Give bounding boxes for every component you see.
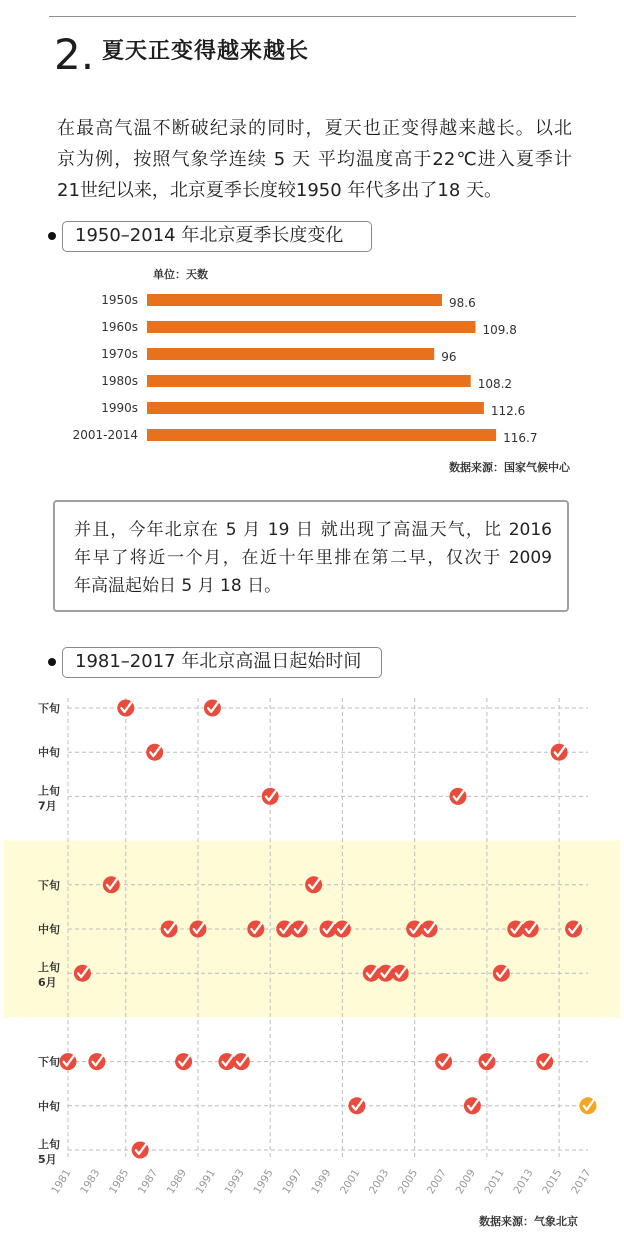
start-date-point-1987: [146, 744, 163, 761]
x-axis-year-label: 1993: [222, 1167, 247, 1197]
x-axis-year-label: 2009: [453, 1167, 478, 1197]
start-date-point-2015: [551, 744, 568, 761]
start-date-point-1989: [175, 1053, 192, 1070]
note-box: [53, 500, 569, 612]
bar-chart-source: 数据来源：国家气候中心: [449, 461, 570, 474]
start-date-point-1993: [233, 1053, 250, 1070]
x-axis-year-label: 2015: [540, 1167, 565, 1197]
y-axis-month-label: 5月: [38, 1153, 57, 1166]
x-axis-year-label: 1989: [164, 1167, 190, 1197]
bar-category-label: 1970s: [101, 347, 138, 361]
y-axis-dekad-label: 下旬: [38, 1055, 60, 1069]
bar: [147, 348, 434, 360]
start-date-point-1983: [88, 1053, 105, 1070]
y-axis-month-label: 6月: [38, 976, 57, 990]
note-line: 年早了将近一个月，在近十年里排在第二早，仅次于 2009: [74, 548, 552, 568]
bar-row: [73, 428, 538, 445]
bar-value-label: 98.6: [449, 296, 476, 310]
section-number: 2.: [54, 30, 95, 79]
summer-length-bar-chart: [0, 285, 624, 450]
start-date-point-1991: [204, 700, 221, 717]
x-axis-year-label: 2007: [424, 1167, 450, 1197]
y-axis-dekad-label: 中旬: [38, 1099, 60, 1113]
bar-value-label: 116.7: [503, 431, 538, 445]
bar: [147, 321, 476, 333]
bullet-dot: [48, 232, 56, 240]
start-date-point-2008: [450, 788, 467, 805]
start-date-point-2013: [522, 921, 539, 938]
x-axis-year-label: 2001: [338, 1167, 363, 1197]
start-date-point-2009: [464, 1097, 481, 1114]
bar-category-label: 1950s: [101, 293, 138, 307]
y-axis-dekad-label: 中旬: [38, 923, 60, 936]
y-axis-dekad-label: 上旬: [38, 1138, 60, 1151]
bar-row: [101, 374, 512, 391]
x-axis-year-label: 2005: [395, 1167, 421, 1197]
bar-value-label: 109.8: [482, 323, 517, 337]
start-date-point-2007: [435, 1053, 452, 1070]
y-axis-dekad-label: 上旬: [38, 784, 60, 798]
start-date-point-2006: [421, 921, 438, 938]
bar: [147, 429, 496, 441]
bar: [147, 402, 484, 414]
dot-chart-source: 数据来源：气象北京: [479, 1215, 578, 1228]
bar-chart-title: 1950–2014 年北京夏季长度变化: [62, 221, 372, 252]
x-axis-year-label: 1999: [309, 1167, 334, 1197]
x-axis-year-label: 1997: [280, 1167, 305, 1197]
start-date-point-2014: [536, 1053, 553, 1070]
start-date-point-2000: [334, 921, 351, 938]
start-date-point-1998: [305, 876, 322, 893]
bullet-dot: [48, 658, 56, 666]
intro-line: 21世纪以来，北京夏季长度较1950 年代多出了18 天。: [57, 180, 503, 201]
intro-line: 京为例，按照气象学连续 5 天 平均温度高于22℃进入夏季计: [57, 149, 572, 170]
y-axis-dekad-label: 下旬: [38, 702, 60, 715]
start-date-point-1986: [132, 1142, 149, 1159]
y-axis-month-label: 7月: [38, 799, 57, 813]
start-date-point-1997: [291, 921, 308, 938]
start-date-point-1985: [117, 700, 134, 717]
x-axis-year-label: 2011: [482, 1167, 507, 1197]
intro-paragraph: [57, 113, 572, 206]
bar-row: [101, 347, 456, 364]
x-axis-year-label: 2017: [569, 1167, 594, 1197]
note-line: 并且，今年北京在 5 月 19 日 就出现了高温天气，比 2016: [74, 520, 552, 540]
start-date-point-2004: [392, 965, 409, 982]
start-date-point-2011: [493, 965, 510, 982]
start-date-point-2001: [348, 1097, 365, 1114]
start-date-point-1981: [60, 1053, 77, 1070]
x-axis-year-label: 1991: [193, 1167, 218, 1197]
start-date-point-2017: [580, 1097, 597, 1114]
bar-value-label: 108.2: [477, 377, 513, 391]
bar-category-label: 1990s: [101, 401, 138, 415]
start-date-point-1995: [262, 788, 279, 805]
section-title: 夏天正变得越来越长: [102, 39, 310, 64]
start-date-point-2016: [565, 921, 582, 938]
bar: [147, 375, 471, 387]
bar-category-label: 1960s: [101, 320, 138, 334]
dot-chart-title: 1981–2017 年北京高温日起始时间: [62, 647, 382, 678]
high-temp-start-dot-chart: [0, 690, 624, 1205]
x-axis-year-label: 1983: [78, 1167, 103, 1197]
bar-category-label: 2001-2014: [72, 428, 138, 442]
start-date-point-2002: [363, 965, 380, 982]
start-date-point-1988: [161, 921, 178, 938]
x-axis-year-label: 1995: [251, 1167, 276, 1197]
bar-value-label: 96: [441, 350, 457, 364]
bar-row: [101, 401, 525, 418]
start-date-point-1982: [74, 965, 91, 982]
bar-row: [101, 293, 476, 310]
start-date-point-1984: [103, 876, 120, 893]
x-axis-year-label: 1987: [135, 1167, 161, 1197]
bar-category-label: 1980s: [101, 374, 138, 388]
top-divider: [49, 16, 576, 17]
start-date-point-2010: [478, 1053, 495, 1070]
x-axis-year-label: 2013: [511, 1167, 536, 1197]
x-axis-year-label: 2003: [367, 1167, 392, 1197]
y-axis-dekad-label: 中旬: [38, 746, 60, 760]
bar-value-label: 112.6: [490, 404, 526, 418]
bar-row: [101, 320, 517, 337]
y-axis-dekad-label: 下旬: [38, 878, 60, 892]
unit-label: 单位：天数: [153, 268, 208, 281]
start-date-point-1990: [190, 921, 207, 938]
y-axis-dekad-label: 上旬: [38, 961, 60, 975]
start-date-point-1994: [247, 921, 264, 938]
bar: [147, 294, 442, 306]
intro-line: 在最高气温不断破纪录的同时，夏天也正变得越来越长。以北: [57, 118, 572, 139]
note-line: 年高温起始日 5 月 18 日。: [74, 576, 282, 596]
x-axis-year-label: 1981: [49, 1167, 74, 1197]
x-axis-year-label: 1985: [107, 1167, 132, 1197]
